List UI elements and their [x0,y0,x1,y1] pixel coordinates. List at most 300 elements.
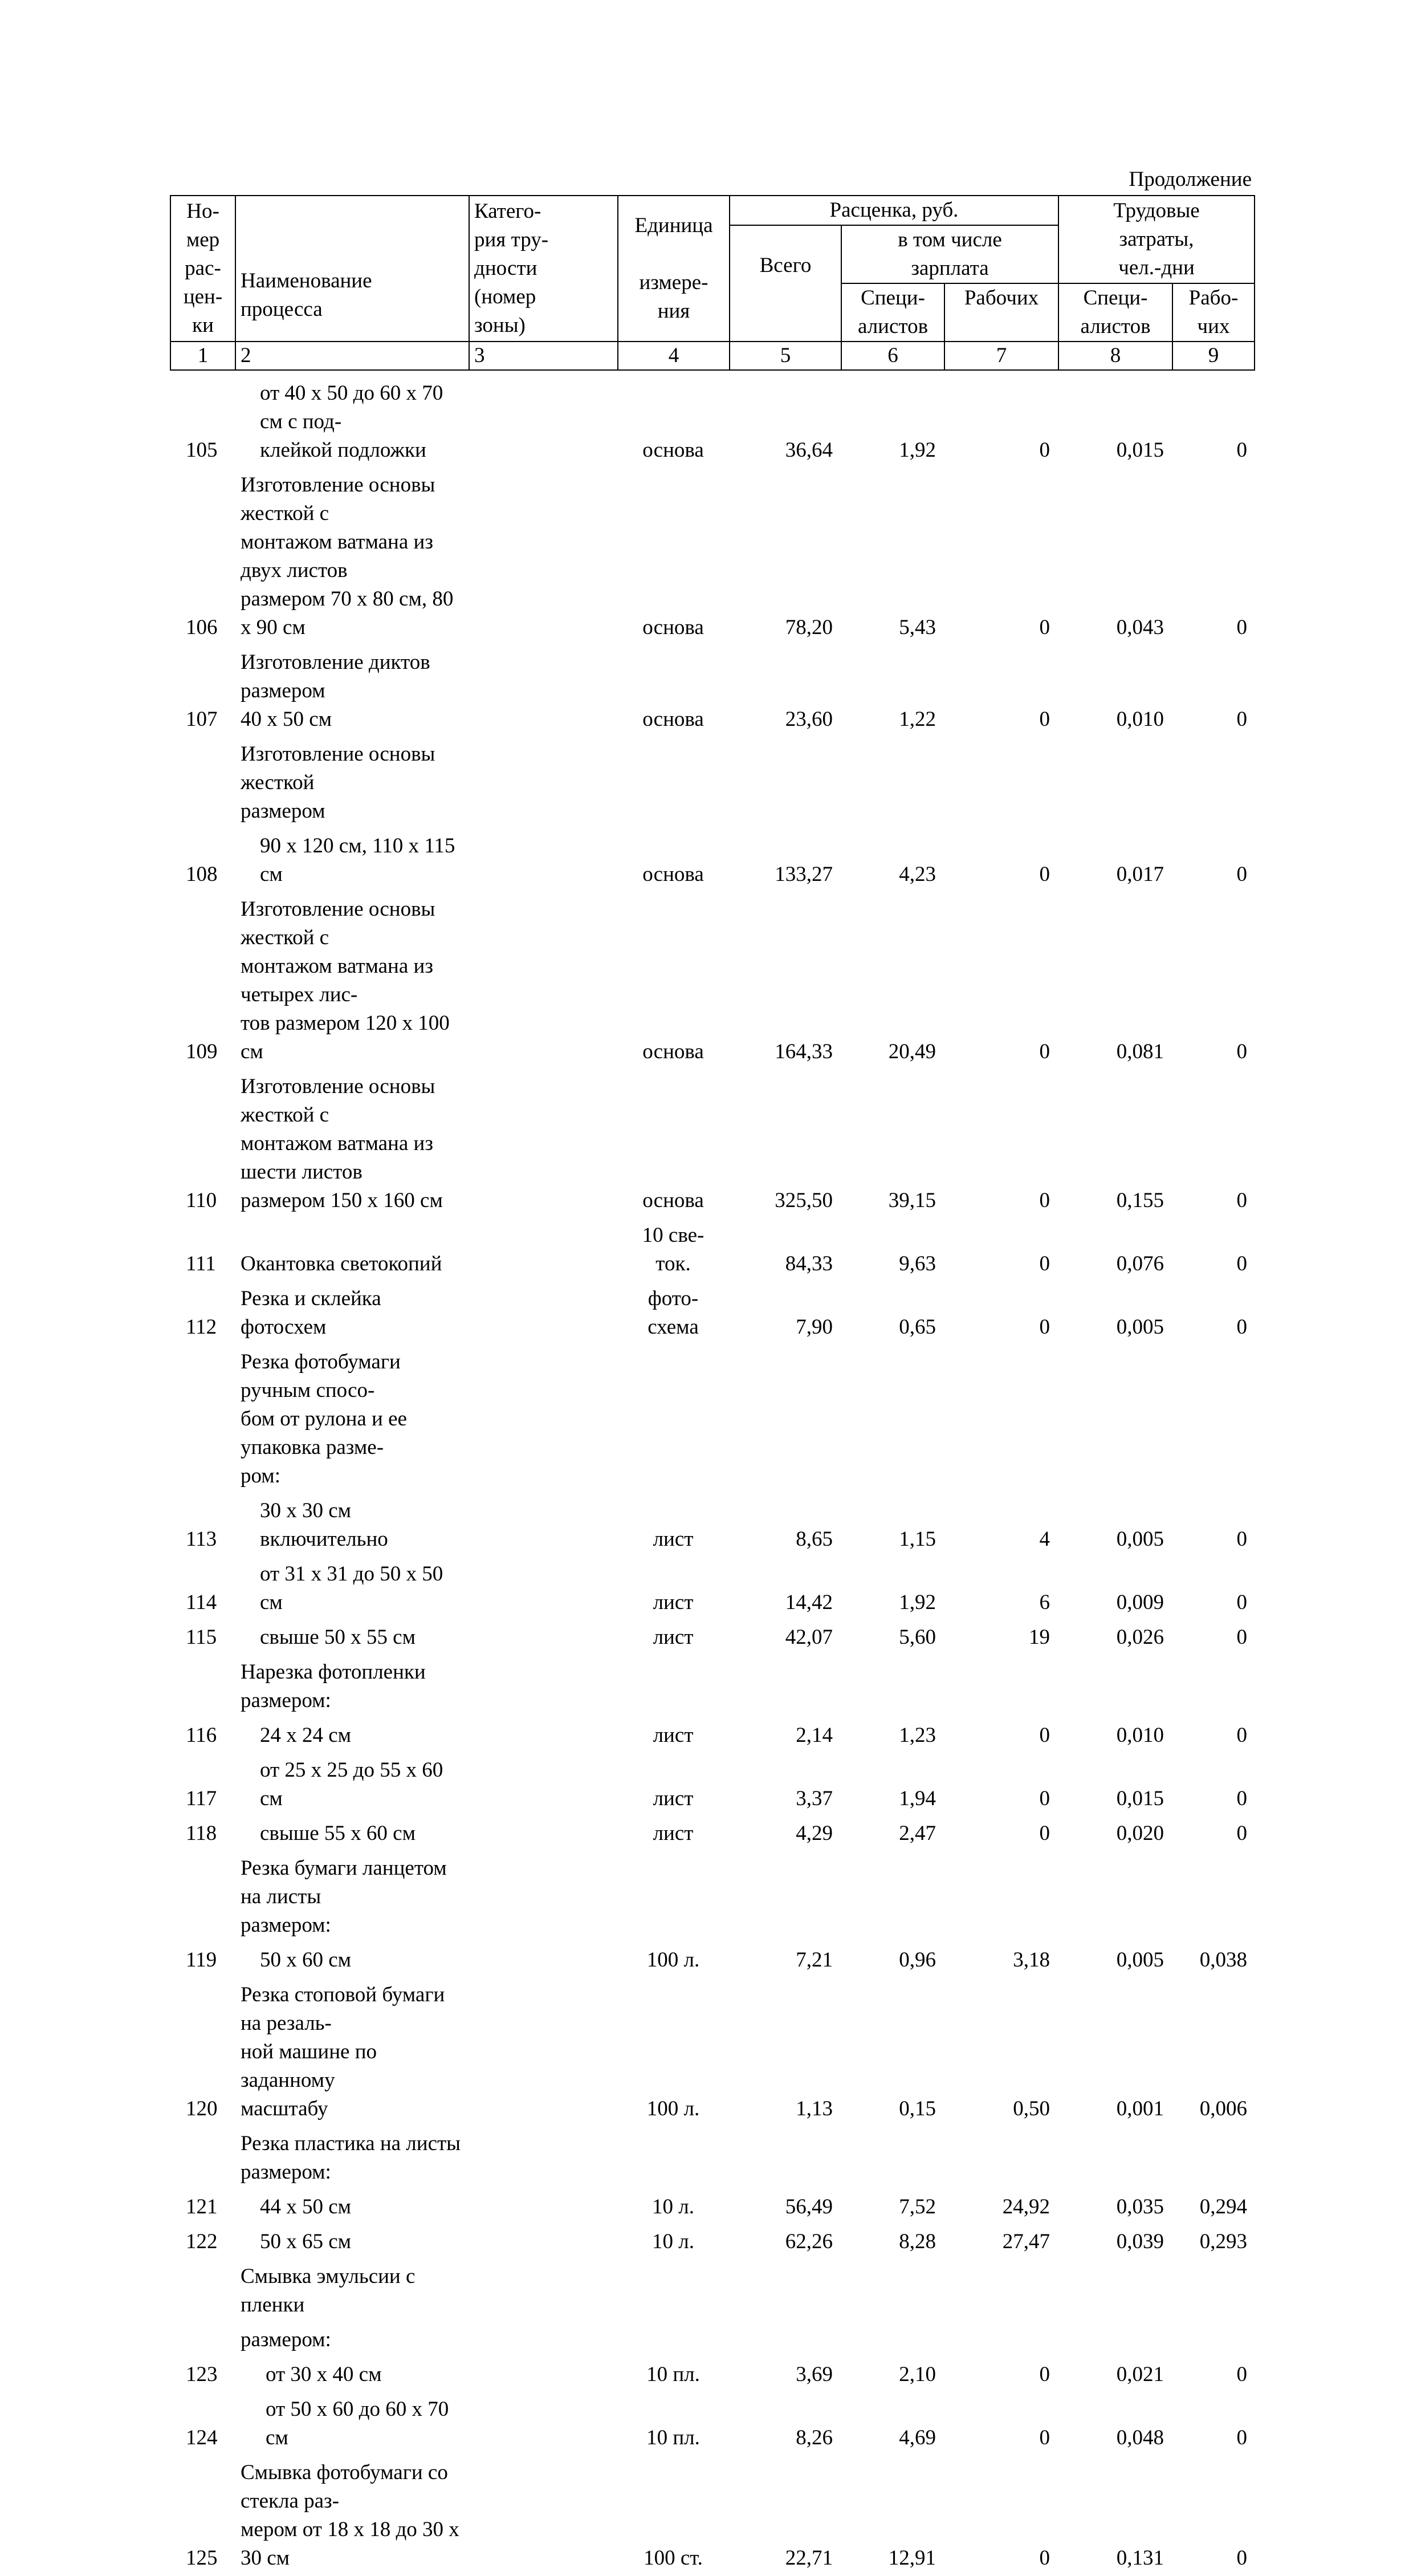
wage-workers [944,2190,1058,2225]
labor-workers [1172,2323,1254,2358]
table-row [170,892,1254,1070]
unit [617,376,729,468]
difficulty-category [469,829,617,892]
labor-specialists-text: 0,001 [1116,2097,1164,2120]
process-name-text: от 31 x 31 до 50 x 50 см [260,1562,443,1614]
labor-specialists [1058,2323,1172,2358]
unit-text: лист [653,1822,694,1845]
wage-specialists-text: 0,65 [899,1315,936,1339]
labor-specialists [1058,1218,1172,1282]
column-number-4: 4 [618,342,730,370]
column-number-2: 2 [235,342,469,370]
labor-workers [1172,1978,1254,2127]
table-row [170,2127,1254,2190]
process-name-text: Нарезка фотопленки размером: [241,1660,426,1712]
difficulty-category [469,1070,617,1218]
rate-number [170,1345,235,1494]
wage-specialists [841,645,944,737]
price-total-text: 133,27 [775,863,833,886]
unit [617,1753,729,1817]
wage-workers-text: 24,92 [1002,2195,1050,2219]
wage-specialists-text: 12,91 [888,2546,936,2570]
header-wage-workers: Рабочих [944,283,1058,342]
wage-workers-text: 0 [1039,2426,1050,2449]
wage-specialists [841,892,944,1070]
price-total-text: 7,21 [796,1948,833,1972]
wage-workers [944,1851,1058,1943]
wage-workers-text: 0 [1039,1822,1050,1845]
wage-specialists [841,2190,944,2225]
process-name [235,2456,469,2576]
wage-workers [944,1978,1058,2127]
unit-text: основа [642,1189,704,1212]
process-name [235,376,469,468]
wage-specialists [841,1282,944,1345]
labor-workers [1172,2358,1254,2392]
wage-specialists [841,2323,944,2358]
rate-number-text: 119 [186,1948,217,1972]
labor-workers-text: 0,293 [1199,2230,1247,2253]
wage-specialists [841,468,944,645]
rate-number-text: 124 [186,2426,218,2449]
rate-number [170,1494,235,1557]
process-name-text: Резка фотобумаги ручным спосо- бом от рулона и ее упаковка разме- ром: [241,1350,407,1488]
wage-workers-text: 0 [1039,616,1050,639]
labor-specialists [1058,1620,1172,1655]
difficulty-category [469,1851,617,1943]
unit-text: 100 л. [646,2097,700,2120]
difficulty-category [469,1655,617,1718]
wage-specialists-text: 2,47 [899,1822,936,1845]
wage-workers-text: 0 [1039,2546,1050,2570]
rate-number [170,1978,235,2127]
rate-number [170,2358,235,2392]
rate-number [170,1282,235,1345]
unit [617,892,729,1070]
wage-workers [944,1218,1058,1282]
table-row [170,1218,1254,1282]
labor-specialists-text: 0,048 [1116,2426,1164,2449]
wage-specialists-text: 2,10 [899,2363,936,2386]
labor-specialists [1058,2358,1172,2392]
table-row [170,1943,1254,1978]
process-name-text: Изготовление основы жесткой с монтажом ватмана из четырех лис- тов размером 120 x 100 см [241,897,450,1063]
wage-workers-text: 4 [1039,1527,1050,1551]
labor-workers-text: 0 [1236,1252,1247,1275]
table-row [170,2392,1254,2456]
rate-number [170,1753,235,1817]
rate-number [170,1851,235,1943]
wage-specialists [841,2225,944,2260]
unit-text: лист [653,1724,694,1747]
process-name [235,2323,469,2358]
price-total-text: 42,07 [785,1626,833,1649]
process-name [235,1282,469,1345]
process-name [235,2358,469,2392]
wage-specialists [841,1557,944,1620]
wage-specialists-text: 8,28 [899,2230,936,2253]
process-name-text: Резка пластика на листы размером: [241,2132,461,2184]
process-name-text: Изготовление диктов размером 40 x 50 см [241,651,430,731]
unit-text: основа [642,616,704,639]
labor-workers [1172,1851,1254,1943]
process-name [235,1851,469,1943]
unit [617,1851,729,1943]
labor-specialists-text: 0,020 [1116,1822,1164,1845]
unit [617,645,729,737]
process-name-text: размером: [241,2328,331,2351]
labor-specialists-text: 0,076 [1116,1252,1164,1275]
labor-specialists [1058,2127,1172,2190]
wage-workers [944,1282,1058,1345]
unit [617,468,729,645]
process-name-text: 24 x 24 см [260,1724,352,1747]
wage-workers [944,2127,1058,2190]
labor-specialists-text: 0,021 [1116,2363,1164,2386]
wage-specialists-text: 4,69 [899,2426,936,2449]
price-total-text: 4,29 [796,1822,833,1845]
price-total [729,2127,841,2190]
column-number-3: 3 [469,342,618,370]
process-name-text: от 25 x 25 до 55 x 60 см [260,1758,443,1810]
table-row [170,1851,1254,1943]
labor-specialists [1058,1753,1172,1817]
labor-specialists-text: 0,010 [1116,708,1164,731]
labor-specialists [1058,892,1172,1070]
price-total [729,2323,841,2358]
wage-workers [944,1494,1058,1557]
price-total [729,1282,841,1345]
price-total [729,468,841,645]
process-name [235,1494,469,1557]
labor-specialists-text: 0,005 [1116,1527,1164,1551]
difficulty-category [469,1943,617,1978]
wage-workers [944,2358,1058,2392]
labor-workers-text: 0 [1236,616,1247,639]
price-total-text: 62,26 [785,2230,833,2253]
price-total [729,2392,841,2456]
unit [617,737,729,829]
price-total [729,376,841,468]
table-row [170,1557,1254,1620]
rate-number-text: 114 [186,1591,217,1614]
wage-specialists [841,2456,944,2576]
wage-workers [944,2260,1058,2323]
price-total-text: 22,71 [785,2546,833,2570]
unit-text: основа [642,863,704,886]
process-name-text: от 40 x 50 до 60 x 70 см с под- клейкой подложки [260,381,443,462]
price-total-text: 78,20 [785,616,833,639]
table-row [170,1718,1254,1753]
labor-specialists [1058,2260,1172,2323]
price-total-text: 1,13 [796,2097,833,2120]
unit [617,2190,729,2225]
header-difficulty-category: Катего- рия тру- дности (номер зоны) [469,196,618,342]
labor-specialists [1058,645,1172,737]
difficulty-category [469,2456,617,2576]
labor-workers-text: 0 [1236,2426,1247,2449]
labor-workers [1172,2260,1254,2323]
wage-specialists-text: 9,63 [899,1252,936,1275]
rate-number [170,1620,235,1655]
labor-specialists-text: 0,010 [1116,1724,1164,1747]
labor-workers [1172,468,1254,645]
price-total [729,1620,841,1655]
process-name-text: 90 x 120 см, 110 x 115 см [260,834,455,886]
labor-workers-text: 0 [1236,1527,1247,1551]
wage-specialists [841,2127,944,2190]
header-unit: Единица измере- ния [618,196,730,342]
wage-specialists [841,376,944,468]
process-name [235,1753,469,1817]
process-name [235,1655,469,1718]
labor-specialists [1058,1655,1172,1718]
table-row [170,2260,1254,2323]
wage-specialists [841,1718,944,1753]
price-total [729,2225,841,2260]
wage-workers-text: 0 [1039,708,1050,731]
wage-specialists [841,1655,944,1718]
difficulty-category [469,1218,617,1282]
labor-specialists [1058,1494,1172,1557]
header-process-name: Наименование процесса [235,196,469,342]
labor-specialists [1058,1070,1172,1218]
price-total-text: 8,26 [796,2426,833,2449]
rate-number-text: 122 [186,2230,218,2253]
table-row [170,1620,1254,1655]
difficulty-category [469,1282,617,1345]
process-name-text: Изготовление основы жесткой с монтажом ватмана из шести листов размером 150 x 160 см [241,1075,443,1212]
header-number: Но- мер рас- цен- ки [170,196,235,342]
labor-workers [1172,645,1254,737]
rate-number-text: 111 [186,1252,216,1275]
unit [617,1070,729,1218]
rate-number [170,468,235,645]
price-total [729,1345,841,1494]
rate-number [170,2225,235,2260]
unit-text: 10 пл. [646,2426,700,2449]
unit [617,1345,729,1494]
table-row [170,737,1254,829]
rate-number [170,737,235,829]
price-total-text: 7,90 [796,1315,833,1339]
labor-workers-text: 0 [1236,1724,1247,1747]
labor-workers [1172,737,1254,829]
difficulty-category [469,1718,617,1753]
unit-text: лист [653,1787,694,1810]
price-total-text: 2,14 [796,1724,833,1747]
column-number-6: 6 [841,342,944,370]
wage-workers-text: 0 [1039,1189,1050,1212]
table-row [170,2225,1254,2260]
price-total-text: 164,33 [775,1040,833,1063]
labor-workers [1172,2456,1254,2576]
wage-specialists-text: 7,52 [899,2195,936,2219]
labor-specialists [1058,2190,1172,2225]
wage-workers [944,1718,1058,1753]
wage-specialists [841,1817,944,1851]
wage-specialists-text: 1,92 [899,438,936,462]
price-total [729,1978,841,2127]
price-total-text: 3,69 [796,2363,833,2386]
rate-number [170,645,235,737]
process-name [235,645,469,737]
rate-number-text: 123 [186,2363,218,2386]
rate-number-text: 120 [186,2097,218,2120]
wage-workers [944,1345,1058,1494]
unit [617,2225,729,2260]
rate-number [170,2260,235,2323]
unit-text: лист [653,1591,694,1614]
difficulty-category [469,1817,617,1851]
wage-specialists [841,1218,944,1282]
wage-specialists-text: 1,23 [899,1724,936,1747]
labor-workers [1172,829,1254,892]
labor-specialists-text: 0,015 [1116,438,1164,462]
unit [617,1282,729,1345]
labor-workers [1172,1070,1254,1218]
unit [617,1620,729,1655]
price-total [729,892,841,1070]
price-total [729,1753,841,1817]
process-name [235,829,469,892]
labor-specialists-text: 0,081 [1116,1040,1164,1063]
price-total [729,2456,841,2576]
process-name [235,2190,469,2225]
rate-number [170,1218,235,1282]
rate-number-text: 105 [186,438,218,462]
table-row [170,829,1254,892]
price-total [729,1718,841,1753]
difficulty-category [469,1978,617,2127]
difficulty-category [469,2260,617,2323]
wage-workers [944,645,1058,737]
process-name-text: Изготовление основы жесткой с монтажом ватмана из двух листов размером 70 x 80 см, 80 x 90 см [241,473,454,639]
wage-specialists-text: 5,43 [899,616,936,639]
process-name-text: 44 x 50 см [260,2195,352,2219]
wage-specialists [841,829,944,892]
unit-text: основа [642,438,704,462]
unit-text: 10 л. [652,2195,694,2219]
labor-workers [1172,1218,1254,1282]
column-number-1: 1 [170,342,235,370]
process-name [235,468,469,645]
column-number-5: 5 [730,342,841,370]
price-total [729,1218,841,1282]
labor-specialists [1058,2392,1172,2456]
wage-workers-text: 0 [1039,1315,1050,1339]
process-name [235,1718,469,1753]
labor-workers [1172,1282,1254,1345]
difficulty-category [469,2127,617,2190]
wage-specialists [841,2392,944,2456]
rate-number [170,2392,235,2456]
wage-workers-text: 0 [1039,1787,1050,1810]
labor-specialists [1058,1978,1172,2127]
labor-workers [1172,1557,1254,1620]
wage-workers [944,2225,1058,2260]
table-row [170,1978,1254,2127]
labor-specialists [1058,737,1172,829]
unit-text: 100 ст. [644,2546,703,2570]
price-total-text: 36,64 [785,438,833,462]
price-total [729,737,841,829]
table-row [170,2323,1254,2358]
labor-specialists [1058,468,1172,645]
process-name-text: Смывка фотобумаги со стекла раз- мером от 18 x 18 до 30 x 30 см [241,2461,459,2570]
process-name-text: от 50 x 60 до 60 x 70 см [266,2398,449,2449]
unit [617,1557,729,1620]
price-total-text: 8,65 [796,1527,833,1551]
rate-number [170,1070,235,1218]
price-total [729,1943,841,1978]
rate-number [170,1817,235,1851]
labor-specialists [1058,1943,1172,1978]
labor-specialists-text: 0,017 [1116,863,1164,886]
rate-number [170,1943,235,1978]
price-total [729,2358,841,2392]
unit [617,1655,729,1718]
price-total [729,1494,841,1557]
difficulty-category [469,892,617,1070]
labor-workers [1172,1718,1254,1753]
process-name [235,2127,469,2190]
rate-number-text: 125 [186,2546,218,2570]
labor-specialists-text: 0,035 [1116,2195,1164,2219]
labor-workers [1172,2392,1254,2456]
process-name-text: 30 x 30 см включительно [260,1499,388,1551]
process-name [235,2392,469,2456]
process-name [235,737,469,829]
wage-workers [944,1817,1058,1851]
wage-specialists [841,1978,944,2127]
unit [617,829,729,892]
rate-number [170,1655,235,1718]
wage-specialists [841,1070,944,1218]
labor-workers-text: 0 [1236,1315,1247,1339]
wage-specialists [841,1345,944,1494]
price-total [729,2260,841,2323]
wage-specialists [841,1851,944,1943]
table-row [170,1282,1254,1345]
header-labor-workers: Рабо- чих [1172,283,1255,342]
unit-text: 10 све- ток. [642,1224,705,1275]
rate-number [170,2127,235,2190]
wage-workers [944,892,1058,1070]
process-name [235,2225,469,2260]
unit [617,2260,729,2323]
wage-workers-text: 0 [1039,2363,1050,2386]
wage-workers-text: 0 [1039,863,1050,886]
labor-specialists [1058,1718,1172,1753]
rate-number-text: 118 [186,1822,217,1845]
price-total [729,1070,841,1218]
rate-number [170,1557,235,1620]
wage-specialists-text: 1,92 [899,1591,936,1614]
wage-workers-text: 0 [1039,1040,1050,1063]
process-name [235,1070,469,1218]
labor-specialists-text: 0,155 [1116,1189,1164,1212]
unit [617,2358,729,2392]
wage-specialists-text: 20,49 [888,1040,936,1063]
price-total [729,1851,841,1943]
wage-workers-text: 0 [1039,1724,1050,1747]
wage-specialists [841,1494,944,1557]
process-name-text: свыше 50 x 55 см [260,1626,416,1649]
labor-specialists [1058,376,1172,468]
rate-number-text: 115 [186,1626,217,1649]
wage-workers [944,1620,1058,1655]
